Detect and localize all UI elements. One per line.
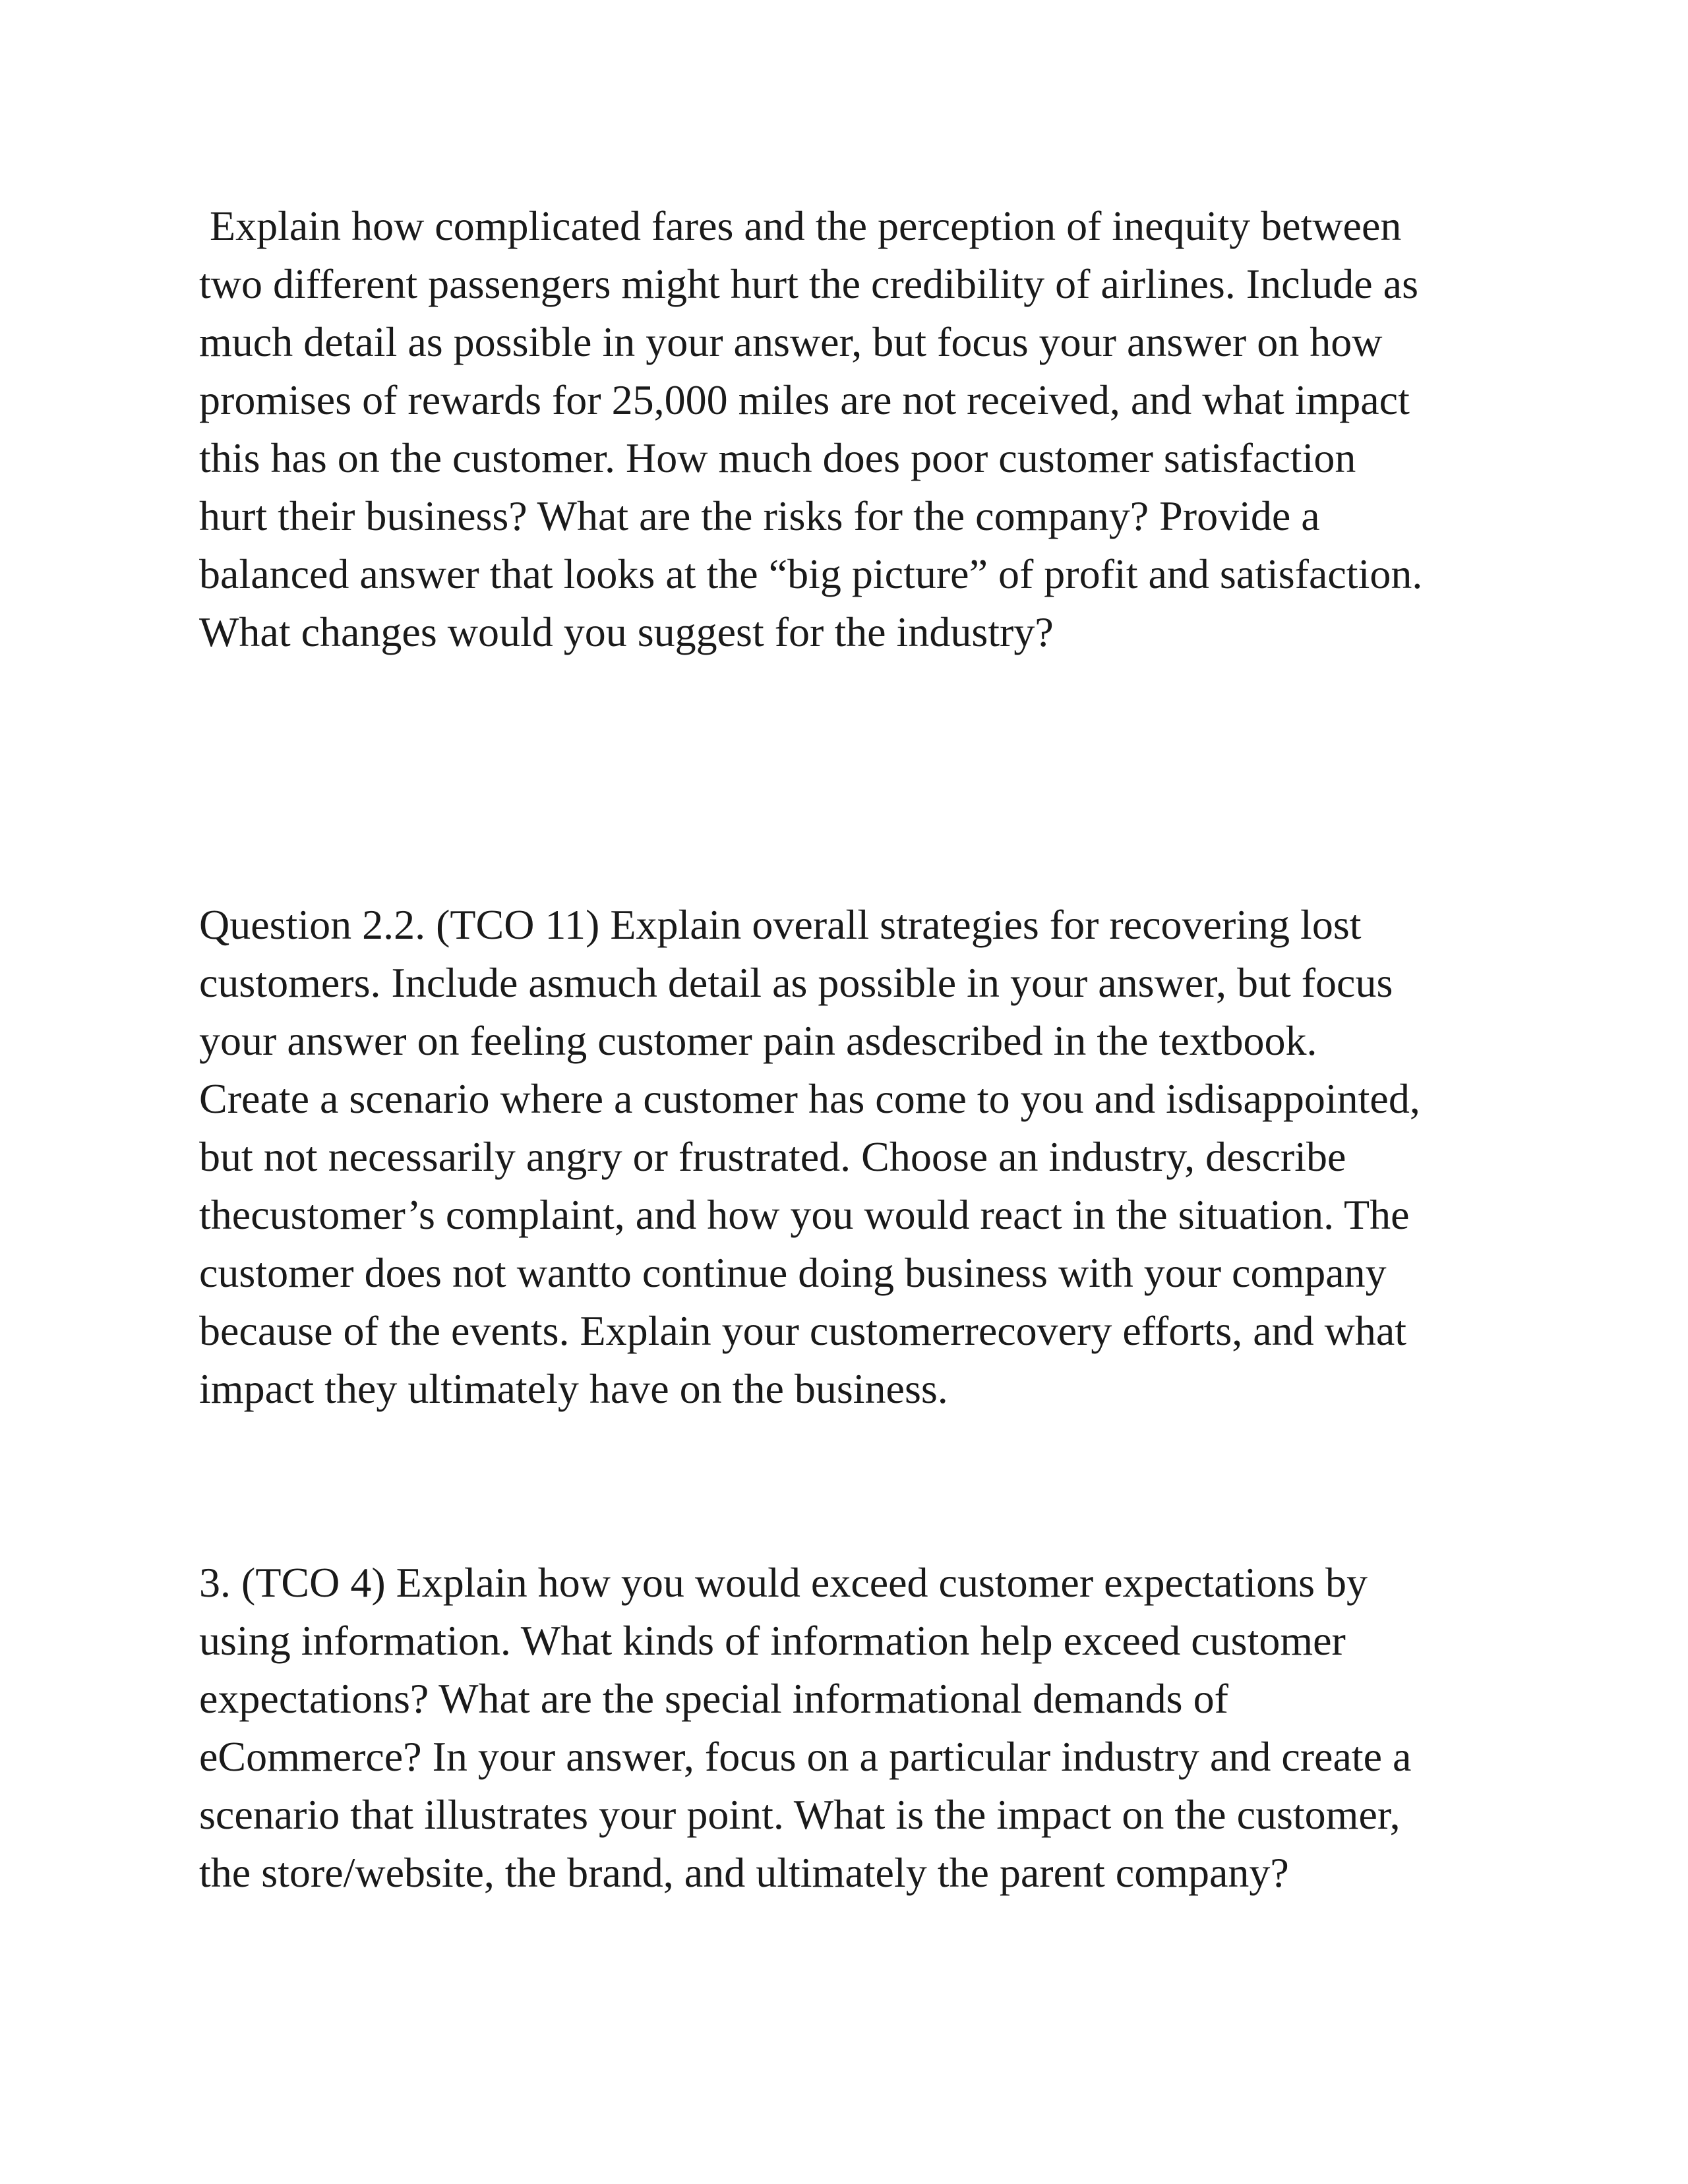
text-line: thecustomer’s complaint, and how you would react in the situation. The xyxy=(199,1191,1410,1238)
text-line: two different passengers might hurt the credibility of airlines. Include as xyxy=(199,260,1418,307)
text-line: 3. (TCO 4) Explain how you would exceed customer expectations by xyxy=(199,1559,1368,1606)
paragraph-question-3 xyxy=(199,1554,1518,1902)
text-line: What changes would you suggest for the industry? xyxy=(199,608,1054,655)
text-line: this has on the customer. How much does poor customer satisfaction xyxy=(199,434,1356,481)
paragraph-airline-fares xyxy=(199,197,1518,661)
text-line: Create a scenario where a customer has come to you and isdisappointed, xyxy=(199,1075,1420,1122)
text-line: eCommerce? In your answer, focus on a particular industry and create a xyxy=(199,1733,1412,1780)
text-line: hurt their business? What are the risks for the company? Provide a xyxy=(199,492,1320,539)
text-line: expectations? What are the special informational demands of xyxy=(199,1675,1228,1722)
text-line: much detail as possible in your answer, but focus your answer on how xyxy=(199,318,1383,365)
text-line: your answer on feeling customer pain asdescribed in the textbook. xyxy=(199,1017,1317,1064)
text-line: because of the events. Explain your customerrecovery efforts, and what xyxy=(199,1307,1407,1354)
text-line: the store/website, the brand, and ultimately the parent company? xyxy=(199,1849,1289,1896)
text-line: promises of rewards for 25,000 miles are not received, and what impact xyxy=(199,376,1410,423)
text-line: balanced answer that looks at the “big picture” of profit and satisfaction. xyxy=(199,550,1423,597)
text-line: customer does not wantto continue doing business with your company xyxy=(199,1249,1387,1296)
text-line: using information. What kinds of information help exceed customer xyxy=(199,1617,1346,1664)
text-line: customers. Include asmuch detail as possible in your answer, but focus xyxy=(199,959,1393,1006)
text-line: Explain how complicated fares and the perception of inequity between xyxy=(199,202,1402,249)
text-line: impact they ultimately have on the business. xyxy=(199,1365,948,1412)
paragraph-question-2-2 xyxy=(199,896,1518,1418)
text-line: but not necessarily angry or frustrated. Choose an industry, describe xyxy=(199,1133,1346,1180)
text-line: Question 2.2. (TCO 11) Explain overall strategies for recovering lost xyxy=(199,901,1362,948)
text-line: scenario that illustrates your point. What is the impact on the customer, xyxy=(199,1791,1401,1838)
